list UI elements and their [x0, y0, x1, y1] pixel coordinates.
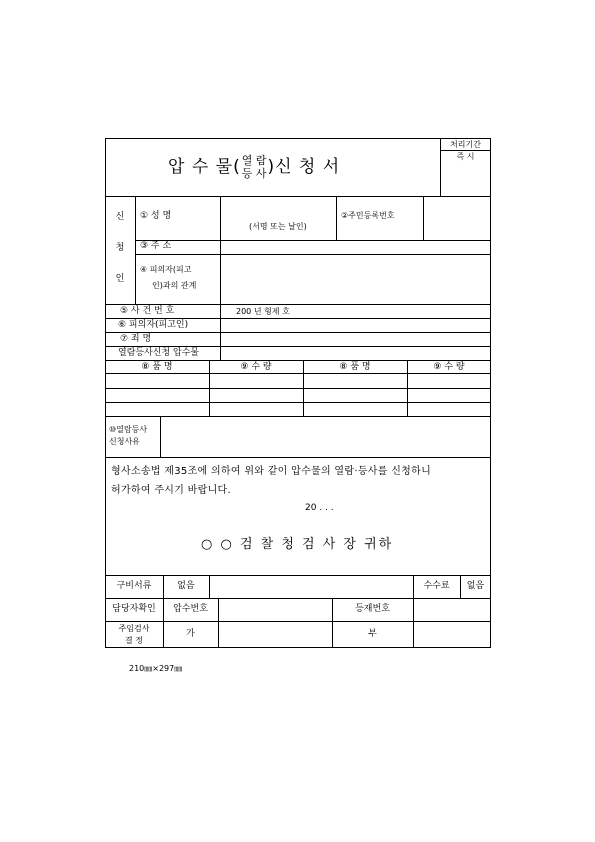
processing-period-label: 처리기간: [450, 140, 481, 149]
rule-heading-bottom: [105, 360, 491, 361]
suspect-field[interactable]: [221, 319, 490, 331]
rule-period: [440, 150, 491, 151]
addressee: ○ ○ 검 찰 청 검 사 장 귀하: [201, 537, 394, 552]
title-stack-top: 열 람: [241, 154, 267, 167]
title-prefix: 압 수 물(: [168, 157, 241, 177]
paper-size-note: 210㎜×297㎜: [129, 664, 183, 673]
charge-field[interactable]: [221, 333, 490, 345]
col-item-1: ⑧ 품 명: [141, 362, 173, 372]
applicant-label-1: 신: [115, 212, 125, 222]
col-qty-2: ⑨ 수 량: [433, 362, 465, 372]
address-field[interactable]: [221, 241, 490, 253]
processing-period-value: 즉 시: [456, 152, 475, 161]
page-title: [168, 150, 340, 184]
applicant-label-3: 인: [115, 274, 125, 284]
name-field[interactable]: [221, 206, 335, 220]
approve-label: 가: [186, 629, 195, 639]
rule-sign-col: [336, 196, 337, 240]
relation-label-1: ④ 피의자(피고: [140, 265, 192, 274]
col-qty-1: ⑨ 수 량: [240, 362, 272, 372]
handler-label: 담당자확인: [112, 604, 156, 614]
fee-label: 수수료: [423, 581, 450, 591]
reject-field[interactable]: [414, 622, 490, 647]
receipt-label: 압수번호: [173, 604, 208, 614]
statement-line-2: 허가하여 주시기 바랍니다.: [111, 485, 231, 496]
items-heading: 열람등사신청 압수물: [118, 348, 200, 358]
address-label: ③ 주 소: [140, 241, 172, 251]
case-no-value: 200 년 형제 호: [236, 307, 290, 316]
col-item-2: ⑧ 품 명: [339, 362, 371, 372]
approve-field[interactable]: [219, 622, 331, 647]
items-table-body[interactable]: [106, 374, 490, 415]
rule-footer-docs-col: [209, 575, 210, 598]
title-stack-bottom: 등 사: [241, 167, 267, 180]
docs-value: 없음: [177, 581, 195, 591]
fee-value: 없음: [466, 581, 485, 591]
relation-field[interactable]: [221, 255, 490, 303]
statement-line-1: 형사소송법 제35조에 의하여 위와 같이 압수물의 열람·등사를 신청하니: [111, 466, 432, 477]
title-suffix: )신 청 서: [267, 157, 341, 177]
suspect-label: ⑥ 피의자(피고인): [118, 320, 189, 330]
decision-label-1: 주임검사: [118, 624, 150, 633]
applicant-label-2: 청: [115, 243, 125, 253]
reason-label-1: ⑩열람등사: [109, 425, 148, 434]
reject-label: 부: [368, 629, 377, 639]
copy-field[interactable]: [414, 599, 490, 620]
reason-field[interactable]: [161, 417, 490, 456]
copy-label: 등재번호: [355, 604, 390, 614]
decision-label-2: 결 정: [125, 636, 143, 645]
reason-label-2: 신청사유: [109, 437, 140, 446]
rule-applicant-bottom: [105, 304, 491, 305]
title-stack: [242, 154, 267, 180]
resident-no-label: ②주민등록번호: [341, 211, 395, 220]
statement-date: 20 . . .: [305, 503, 334, 513]
name-label: ① 성 명: [140, 211, 172, 221]
receipt-field[interactable]: [219, 599, 331, 620]
rule-charge-bottom: [105, 346, 491, 347]
resident-no-field[interactable]: [424, 197, 490, 239]
charge-label: ⑦ 죄 명: [120, 334, 152, 344]
relation-label-2: 인)과의 관계: [152, 281, 197, 290]
signature-hint: (서명 또는 날인): [249, 222, 307, 231]
docs-label: 구비서류: [116, 581, 152, 591]
case-no-label: ⑤ 사 건 번 호: [120, 306, 175, 316]
rule-reason-bottom: [105, 457, 491, 458]
rule-applicant-col: [135, 196, 136, 304]
